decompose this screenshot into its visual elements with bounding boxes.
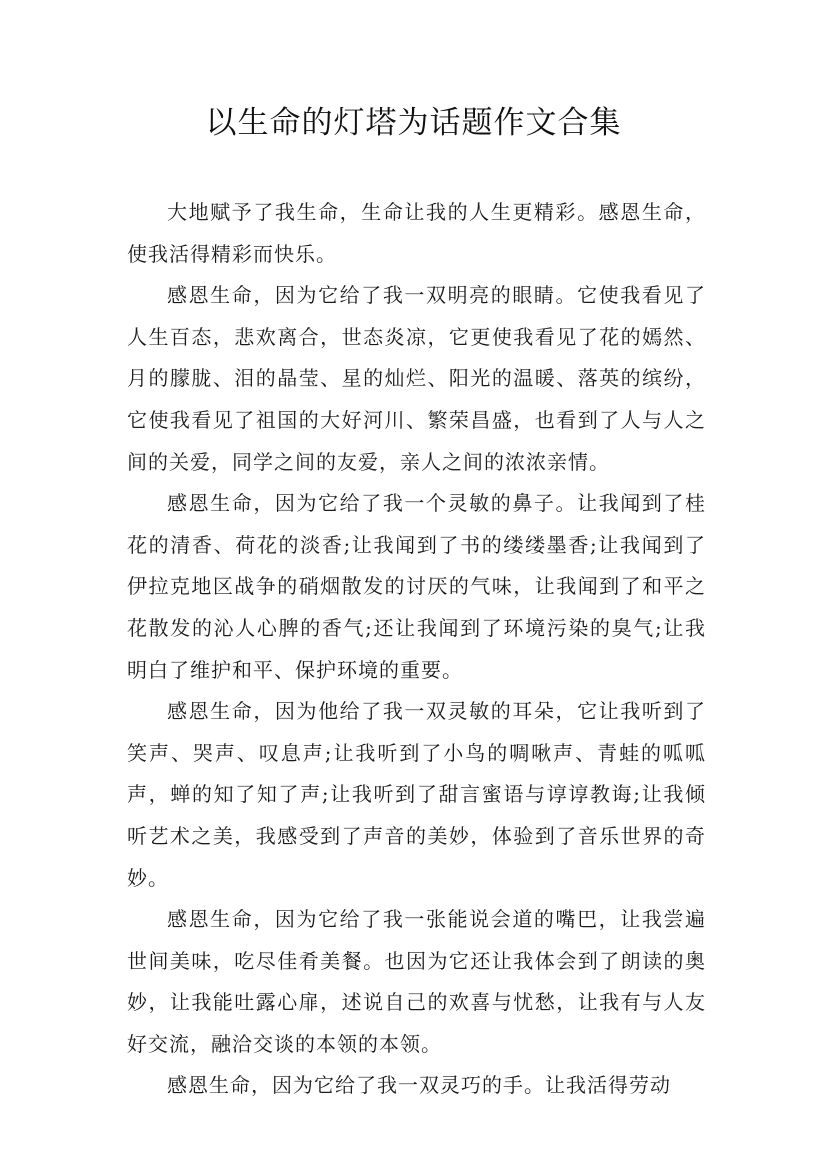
paragraph-4: 感恩生命，因为他给了我一双灵敏的耳朵，它让我听到了笑声、哭声、叹息声;让我听到了小鸟的啁啾声、青蛙的呱呱声，蝉的知了知了声;让我听到了甜言蜜语与谆谆教诲;让我倾听艺术之美，我感受到了声音的美妙，体验到了音乐世界的奇妙。 <box>127 699 706 890</box>
paragraph-6: 感恩生命，因为它给了我一双灵巧的手。让我活得劳动 <box>167 1073 671 1098</box>
paragraph-2: 感恩生命，因为它给了我一双明亮的眼睛。它使我看见了人生百态，悲欢离合，世态炎凉，它更使我看见了花的嫣然、月的朦胧、泪的晶莹、星的灿烂、阳光的温暖、落英的缤纷，它使我看见了祖国的大好河川、繁荣昌盛，也看到了人与人之间的关爱，同学之间的友爱，亲人之间的浓浓亲情。 <box>127 283 706 474</box>
document-title: 以生命的灯塔为话题作文合集 <box>205 105 622 141</box>
paragraph-5: 感恩生命，因为它给了我一张能说会道的嘴巴，让我尝遍世间美味，吃尽佳肴美餐。也因为它还让我体会到了朗读的奥妙，让我能吐露心扉，述说自己的欢喜与忧愁，让我有与人友好交流，融洽交谈的本领的本领。 <box>127 907 706 1056</box>
paragraph-3: 感恩生命，因为它给了我一个灵敏的鼻子。让我闻到了桂花的清香、荷花的淡香;让我闻到了书的缕缕墨香;让我闻到了伊拉克地区战争的硝烟散发的讨厌的气味，让我闻到了和平之花散发的沁人心脾的香气;还让我闻到了环境污染的臭气;让我明白了维护和平、保护环境的重要。 <box>127 491 706 682</box>
document-body <box>127 192 706 1107</box>
paragraph-1: 大地赋予了我生命，生命让我的人生更精彩。感恩生命，使我活得精彩而快乐。 <box>127 200 706 266</box>
